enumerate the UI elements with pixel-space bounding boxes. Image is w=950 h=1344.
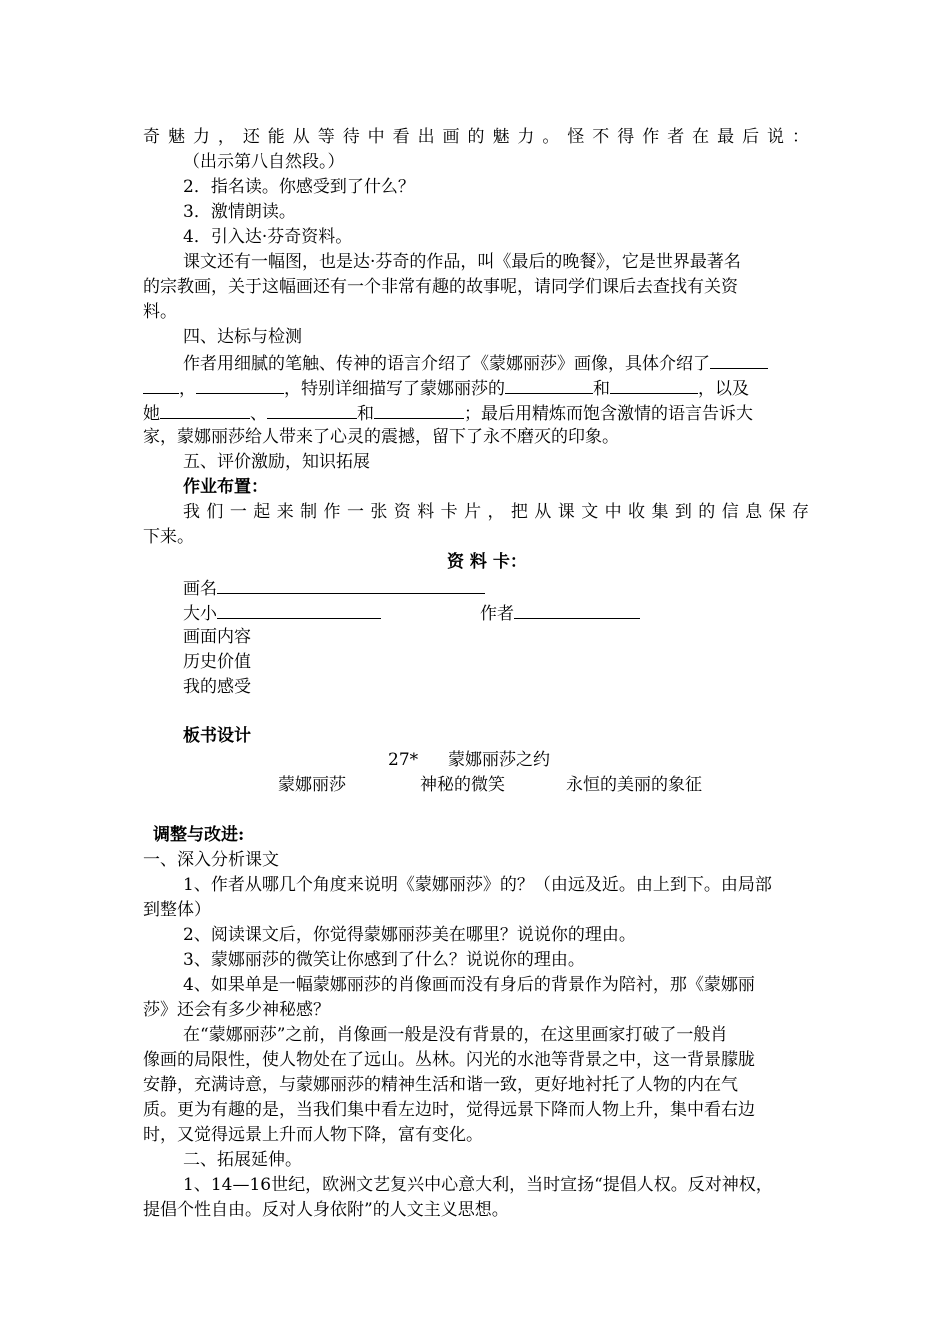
text-segment: 和 [593, 379, 610, 399]
text-line: 料。 [143, 302, 177, 322]
text-segment: 作者用细腻的笔触、传神的语言介绍了《蒙娜丽莎》画像，具体介绍了 [183, 354, 710, 374]
text-line: 课文还有一幅图，也是达·芬奇的作品，叫《最后的晚餐》，它是世界最著名 [183, 252, 741, 272]
fill-blank[interactable] [710, 350, 768, 369]
board-number: 27* [388, 750, 419, 770]
text-line: 家，蒙娜丽莎给人带来了心灵的震撼，留下了永不磨灭的印象。 [143, 427, 619, 447]
card-history-label: 历史价值 [183, 652, 251, 672]
card-row-author [480, 600, 640, 627]
fill-blank[interactable] [143, 375, 179, 394]
board-item: 永恒的美丽的象征 [566, 775, 702, 795]
fill-blank[interactable] [160, 400, 250, 419]
board-item: 蒙娜丽莎 [278, 775, 346, 795]
fill-blank[interactable] [267, 400, 357, 419]
text-line: 我们一起来制作一张资料卡片，把从课文中收集到的信息保存 [183, 502, 809, 522]
text-line: （出示第八自然段。） [183, 152, 345, 172]
board-item: 神秘的微笑 [420, 775, 505, 795]
card-row-size [183, 600, 381, 627]
section-heading: 一、深入分析课文 [143, 850, 279, 870]
fill-blank[interactable] [196, 375, 284, 394]
text-line: 1、14—16世纪，欧洲文艺复兴中心意大利，当时宣扬“提倡人权。反对神权， [183, 1175, 773, 1195]
text-line: 提倡个性自由。反对人身依附”的人文主义思想。 [143, 1200, 509, 1220]
card-name-label: 画名 [183, 579, 217, 599]
card-feeling-label: 我的感受 [183, 677, 251, 697]
fill-blank[interactable] [374, 400, 464, 419]
text-line: 4．引入达·芬奇资料。 [183, 227, 353, 247]
card-size-label: 大小 [183, 604, 217, 624]
board-title: 蒙娜丽莎之约 [448, 750, 550, 770]
card-row-name [183, 575, 485, 602]
text-line [143, 375, 809, 400]
card-name-field[interactable] [217, 575, 485, 594]
board-heading: 板书设计 [183, 726, 251, 746]
text-line [143, 400, 809, 425]
fill-blank[interactable] [505, 375, 593, 394]
section-heading: 四、达标与检测 [183, 327, 302, 347]
text-segment: ；最后用精炼而饱含激情的语言告诉大 [464, 404, 753, 424]
card-content-label: 画面内容 [183, 627, 251, 647]
fill-blank[interactable] [610, 375, 698, 394]
text-line: 奇魅力，还能从等待中看出画的魅力。怪不得作者在最后说： [143, 127, 809, 147]
text-segment: ，以及 [698, 379, 749, 399]
card-author-field[interactable] [514, 600, 640, 619]
text-line: 时，又觉得远景上升而人物下降，富有变化。 [143, 1125, 483, 1145]
text-line: 像画的局限性，使人物处在了远山。丛林。闪光的水池等背景之中，这一背景朦胧 [143, 1050, 755, 1070]
text-line: 在“蒙娜丽莎”之前，肖像画一般是没有背景的，在这里画家打破了一般肖 [183, 1025, 728, 1045]
text-segment: ，特别详细描写了蒙娜丽莎的 [284, 379, 505, 399]
section-heading: 五、评价激励，知识拓展 [183, 452, 370, 472]
text-segment: 、 [250, 404, 267, 424]
text-line: 质。更为有趣的是，当我们集中看左边时，觉得远景下降而人物上升，集中看右边 [143, 1100, 755, 1120]
text-line: 1、作者从哪几个角度来说明《蒙娜丽莎》的？（由远及近。由上到下。由局部 [183, 875, 772, 895]
text-line: 3．激情朗读。 [183, 202, 296, 222]
text-line: 2．指名读。你感受到了什么？ [183, 177, 415, 197]
text-segment: ， [179, 379, 196, 399]
card-size-field[interactable] [217, 600, 381, 619]
text-line: 2、阅读课文后，你觉得蒙娜丽莎美在哪里？说说你的理由。 [183, 925, 636, 945]
text-line: 到整体） [143, 900, 211, 920]
card-title: 资 料 卡： [447, 552, 527, 572]
text-segment: 和 [357, 404, 374, 424]
text-line: 的宗教画，关于这幅画还有一个非常有趣的故事呢，请同学们课后去查找有关资 [143, 277, 738, 297]
text-line: 3、蒙娜丽莎的微笑让你感到了什么？说说你的理由。 [183, 950, 585, 970]
adjust-heading: 调整与改进: [153, 825, 245, 845]
section-heading: 二、拓展延伸。 [183, 1150, 302, 1170]
homework-heading: 作业布置： [183, 477, 268, 497]
text-line: 4、如果单是一幅蒙娜丽莎的肖像画而没有身后的背景作为陪衬，那《蒙娜丽 [183, 975, 755, 995]
text-line: 下来。 [143, 527, 194, 547]
text-line: 安静，充满诗意，与蒙娜丽莎的精神生活和谐一致，更好地衬托了人物的内在气 [143, 1075, 738, 1095]
card-author-label: 作者 [480, 604, 514, 624]
text-segment: 她 [143, 404, 160, 424]
text-line [143, 350, 849, 375]
text-line: 莎》还会有多少神秘感？ [143, 1000, 330, 1020]
